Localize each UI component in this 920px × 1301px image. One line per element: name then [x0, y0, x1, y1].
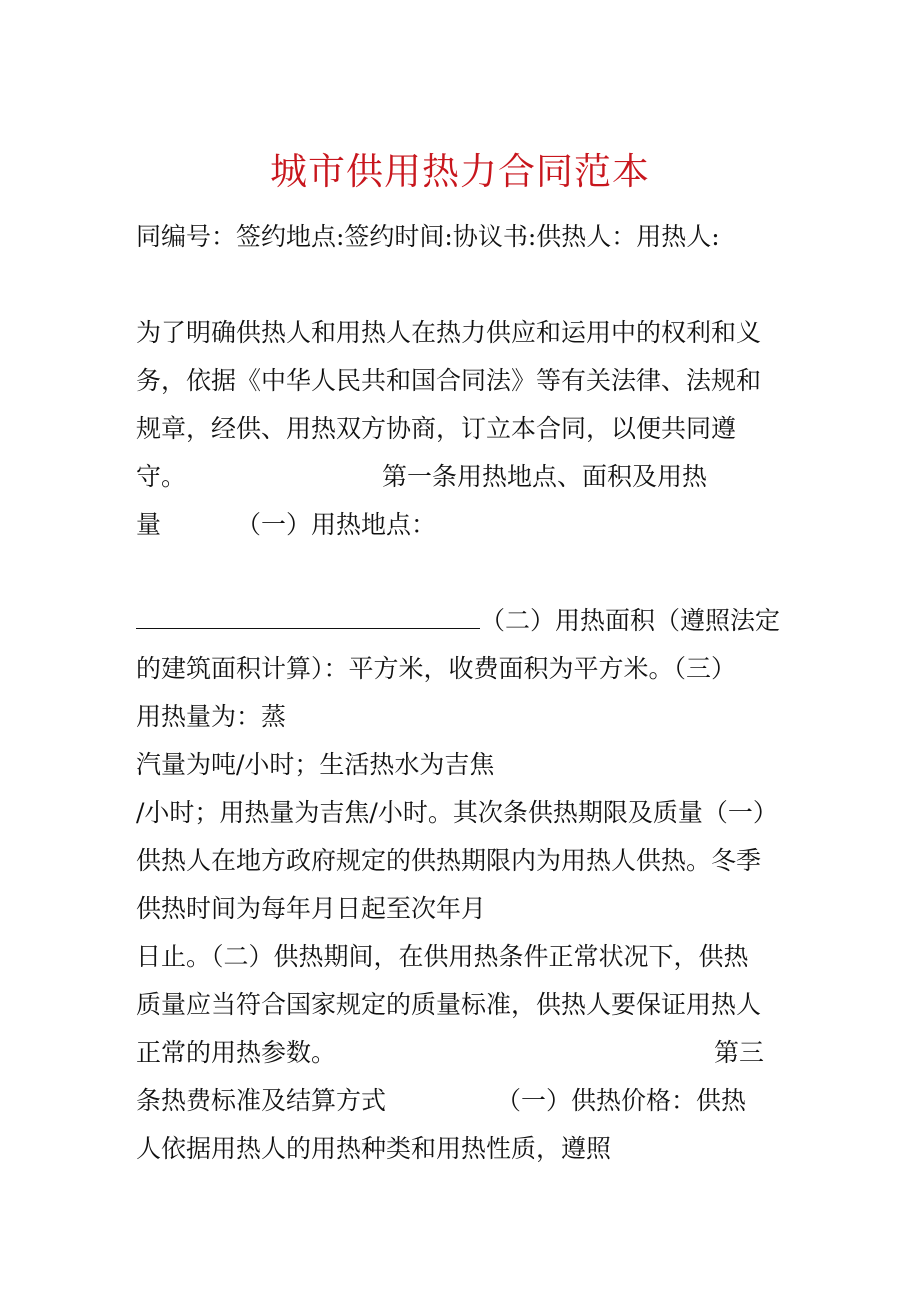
body-line	[136, 604, 780, 638]
body-line: 质量应当符合国家规定的质量标准，供热人要保证用热人	[136, 990, 762, 1019]
body-line: /小时；用热量为吉焦/小时。其次条供热期限及质量（一）	[136, 798, 778, 827]
body-line: 规章，经供、用热双方协商，订立本合同，以便共同遵	[136, 414, 737, 443]
article-heading: 第一条用热地点、面积及用热	[382, 462, 708, 491]
body-line: 量	[136, 510, 162, 539]
header-line: 同编号：签约地点:签约时间:协议书:供热人：用热人:	[136, 222, 720, 251]
body-line: 日止。（二）供热期间，在供用热条件正常状况下，供热	[136, 942, 749, 971]
clause-label: （一）用热地点：	[236, 510, 437, 539]
body-line: 守。	[136, 462, 187, 491]
body-line: 务，依据《中华人民共和国合同法》等有关法律、法规和	[136, 366, 762, 395]
clause-label: （一）供热价格：供热	[496, 1086, 747, 1115]
clause-label: （二）用热面积（遵照法定	[480, 606, 781, 635]
body-line: 汽量为吨/小时；生活热水为吉焦	[136, 750, 495, 779]
body-line: 为了明确供热人和用热人在热力供应和运用中的权利和义	[136, 318, 762, 347]
body-line: 用热量为：蒸	[136, 702, 287, 731]
body-line: 人依据用热人的用热种类和用热性质，遵照	[136, 1134, 612, 1163]
body-line: 条热费标准及结算方式	[136, 1086, 387, 1115]
body-line: 供热人在地方政府规定的供热期限内为用热人供热。冬季	[136, 846, 762, 875]
article-heading: 第三	[714, 1038, 765, 1067]
body-line: 正常的用热参数。	[136, 1038, 337, 1067]
body-line: 的建筑面积计算）：平方米，收费面积为平方米。（三）	[136, 654, 737, 683]
fill-in-blank	[136, 604, 480, 629]
body-line: 供热时间为每年月日起至次年月	[136, 894, 487, 923]
document-title: 城市供用热力合同范本	[270, 150, 650, 193]
